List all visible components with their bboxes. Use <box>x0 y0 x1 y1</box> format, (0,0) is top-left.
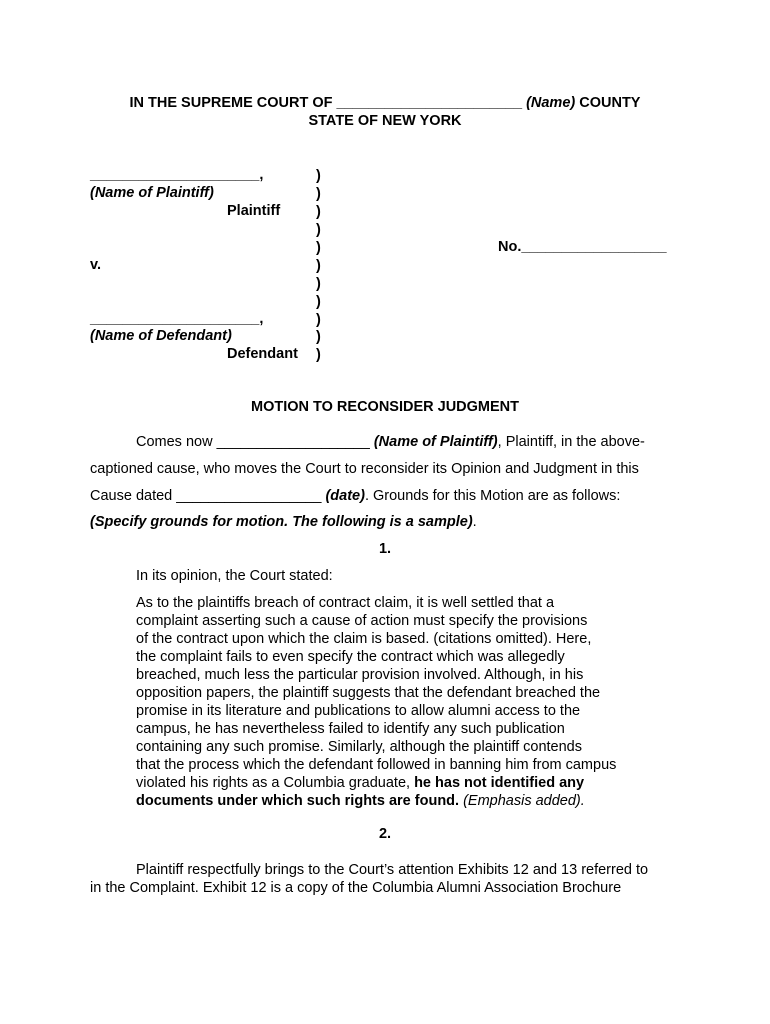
quote-line: complaint asserting such a cause of action must specify the provisions <box>136 613 588 629</box>
ground-2-number: 2. <box>378 826 392 842</box>
plaintiff-blank: _____________________, <box>90 167 264 183</box>
motion-line-2: captioned cause, who moves the Court to reconsider its Opinion and Judgment in this <box>90 461 639 477</box>
motion-line-4: (Specify grounds for motion. The following is a sample). <box>90 514 477 530</box>
caption-paren: ) <box>316 329 321 345</box>
caption-paren: ) <box>316 258 321 274</box>
motion-line-1: Comes now ___________________ (Name of Plaintiff), Plaintiff, in the above- <box>136 434 645 450</box>
caption-paren: ) <box>316 186 321 202</box>
motion-line-3: Cause dated __________________ (date). Grounds for this Motion are as follows: <box>90 488 621 504</box>
quote-line: breached, much less the particular provision involved. Although, in his <box>136 667 584 683</box>
caption-paren: ) <box>316 347 321 363</box>
defendant-name-hint: (Name of Defendant) <box>90 328 232 344</box>
ground-1-intro: In its opinion, the Court stated: <box>136 568 333 584</box>
plaintiff-role: Plaintiff <box>227 203 281 219</box>
caption-paren: ) <box>316 276 321 292</box>
quote-line: violated his rights as a Columbia graduate, he has not identified any <box>136 775 585 791</box>
caption-paren: ) <box>316 294 321 310</box>
caption-paren: ) <box>316 222 321 238</box>
case-number: No.__________________ <box>498 239 667 255</box>
defendant-role: Defendant <box>227 346 298 362</box>
caption-paren: ) <box>316 168 321 184</box>
quote-line: campus, he has nevertheless failed to identify any such publication <box>136 721 565 737</box>
quote-line: documents under which such rights are found. (Emphasis added). <box>136 793 585 809</box>
quote-line: containing any such promise. Similarly, although the plaintiff contends <box>136 739 582 755</box>
defendant-blank: _____________________, <box>90 311 264 327</box>
versus: v. <box>90 257 102 273</box>
quoted-opinion <box>136 594 646 810</box>
caption-paren: ) <box>316 240 321 256</box>
ground-1-number: 1. <box>378 541 392 557</box>
ground-2-line-1: Plaintiff respectfully brings to the Court’s attention Exhibits 12 and 13 referred to <box>136 862 649 878</box>
caption-paren: ) <box>316 204 321 220</box>
quote-line: opposition papers, the plaintiff suggests that the defendant breached the <box>136 685 601 701</box>
quote-line: As to the plaintiffs breach of contract claim, it is well settled that a <box>136 595 555 611</box>
county-name-hint: (Name) <box>526 95 576 111</box>
court-caption-line: IN THE SUPREME COURT OF _______________________ (Name) COUNTY <box>129 95 641 111</box>
state-line: STATE OF NEW YORK <box>308 113 462 129</box>
motion-title: MOTION TO RECONSIDER JUDGMENT <box>251 399 519 415</box>
ground-2-line-2: in the Complaint. Exhibit 12 is a copy of the Columbia Alumni Association Brochure <box>90 880 622 896</box>
quote-line: of the contract upon which the claim is based. (citations omitted). Here, <box>136 631 592 647</box>
quote-line: the complaint fails to even specify the contract which was allegedly <box>136 649 565 665</box>
quote-line: that the process which the defendant followed in banning him from campus <box>136 757 617 773</box>
caption-paren: ) <box>316 312 321 328</box>
quote-line: promise in its literature and publications to allow alumni access to the <box>136 703 581 719</box>
plaintiff-name-hint: (Name of Plaintiff) <box>90 185 214 201</box>
